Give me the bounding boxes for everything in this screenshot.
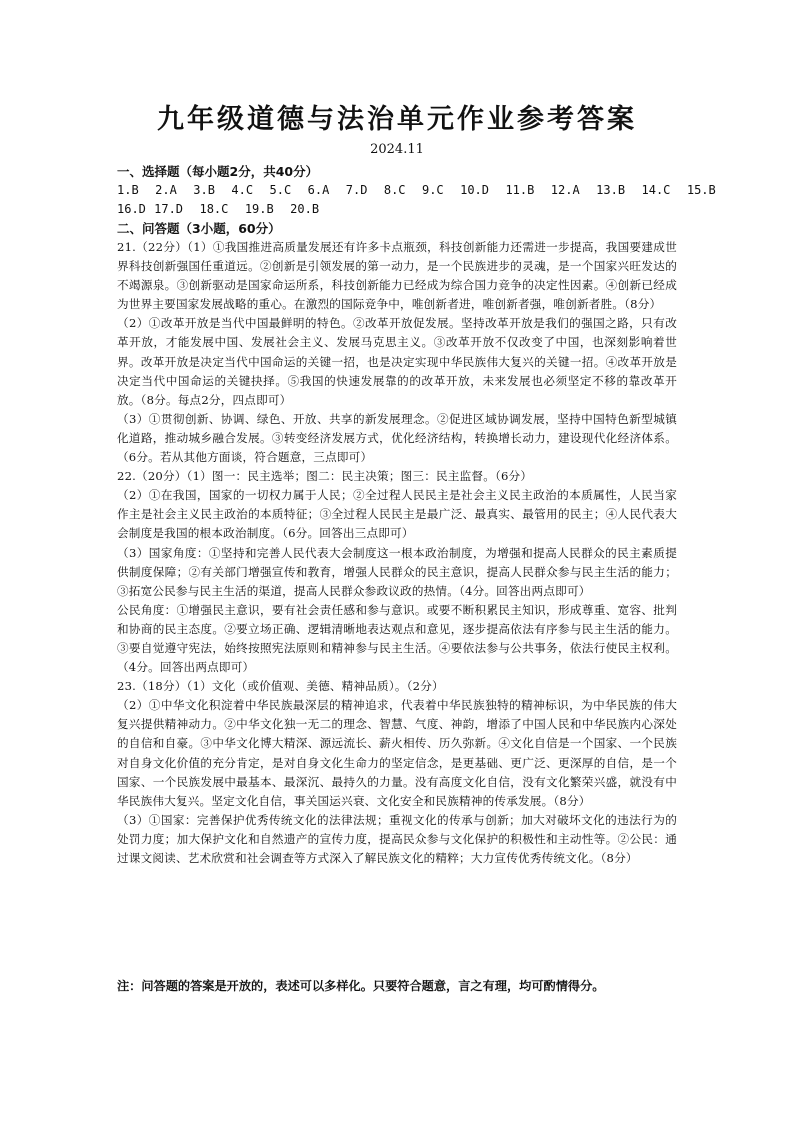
- answer-paragraph: 22.（20分）（1）图一：民主选举；图二：民主决策；图三：民主监督。（6分）: [117, 469, 533, 484]
- answer-paragraph: （3）国家角度：①坚持和完善人民代表大会制度这一根本政治制度，为增强和提高人民群众的民主素质提供制度保障；②有关部门增强宣传和教育，增强人民群众的民主意识，提高人民群众参与民主生活的能力；③拓宽公民参与民主生活的渠道，提高人民群众参政议政的热情。（4分。回答出两点即可）: [117, 545, 677, 598]
- answer-paragraph: （2）①中华文化积淀着中华民族最深层的精神追求，代表着中华民族独特的精神标识，为中华民族的伟大复兴提供精神动力。②中华文化独一无二的理念、智慧、气度、神韵，增添了中国人民和中华民族内心深处的自信和自豪。③中华文化博大精深、源远流长、薪火相传、历久弥新。④文化自信是一个国家、一个民族对自身文化价值的充分肯定，是对自身文化生命力的坚定信念，是更基础、更广泛、更深厚的自信，是一个国家、一个民族发展中最基本、最深沉、最持久的力量。没有高度文化自信，没有文化繁荣兴盛，就没有中华民族伟大复兴。坚定文化自信，事关国运兴衰、文化安全和民族精神的传承发展。（8分）: [117, 698, 677, 808]
- answer-paragraph: 21.（22分）（1）①我国推进高质量发展还有许多卡点瓶颈，科技创新能力还需进一步提高，我国要建成世界科技创新强国任重道远。②创新是引领发展的第一动力，是一个民族进步的灵魂，是一个国家兴旺发达的不竭源泉。③创新驱动是国家命运所系，科技创新能力已经成为综合国力竞争的决定性因素。④创新已经成为世界主要国家发展战略的重心。在激烈的国际竞争中，唯创新者进，唯创新者强，唯创新者胜。（8分）: [117, 240, 677, 312]
- answer-document: [117, 100, 716, 868]
- answer-paragraph: （3）①国家：完善保护优秀传统文化的法律法规；重视文化的传承与创新；加大对破坏文化的违法行为的处罚力度；加大保护文化和自然遗产的宣传力度，提高民众参与文化保护的积极性和主动性等。②公民：通过课文阅读、艺术欣赏和社会调查等方式深入了解民族文化的精粹；大力宣传优秀传统文化。（8分）: [117, 812, 677, 865]
- section-heading-choice: 一、选择题（每小题2分，共40分）: [117, 164, 319, 179]
- answer-paragraph: （3）①贯彻创新、协调、绿色、开放、共享的新发展理念。②促进区域协调发展，坚持中国特色新型城镇化道路，推动城乡融合发展。③转变经济发展方式，优化经济结构，转换增长动力，建设现代化经济体系。（6分。若从其他方面谈，符合题意，三点即可）: [117, 411, 677, 465]
- choice-answers-line-1: 1.B 2.A 3.B 4.C 5.C 6.A 7.D 8.C 9.C 10.D 11.B 12.A 13.B 14.C 15.B: [117, 183, 716, 197]
- section-heading-essay: 二、问答题（3小题，60分）: [117, 221, 281, 236]
- answer-paragraph: 23.（18分）（1）文化（或价值观、美德、精神品质）。（2分）: [117, 679, 444, 694]
- answer-paragraph: （2）①改革开放是当代中国最鲜明的特色。②改革开放促发展。坚持改革开放是我们的强国之路，只有改革开放，才能发展中国、发展社会主义、发展马克思主义。③改革开放不仅改变了中国，也深刻影响着世界。改革开放是决定当代中国命运的关键一招，也是决定实现中华民族伟大复兴的关键一招。④改革开放是决定当代中国命运的关键抉择。⑤我国的快速发展靠的的改革开放，未来发展也必须坚定不移的靠改革开放。（8分。每点2分，四点即可）: [117, 316, 677, 407]
- choice-answers-line-2: 16.D 17.D 18.C 19.B 20.B: [117, 202, 320, 216]
- grading-note: 注：问答题的答案是开放的，表述可以多样化。只要符合题意，言之有理，均可酌情得分。: [117, 979, 605, 993]
- answer-paragraph: （2）①在我国，国家的一切权力属于人民；②全过程人民民主是社会主义民主政治的本质属性，人民当家作主是社会主义民主政治的本质特征；③全过程人民民主是最广泛、最真实、最管用的民主；④人民代表大会制度是我国的根本政治制度。（6分。回答出三点即可）: [117, 488, 677, 541]
- document-date: 2024.11: [370, 142, 424, 157]
- document-title: 九年级道德与法治单元作业参考答案: [157, 104, 637, 135]
- answer-paragraph: 公民角度：①增强民主意识，要有社会责任感和参与意识。或要不断积累民主知识，形成尊重、宽容、批判和协商的民主态度。②要立场正确、逻辑清晰地表达观点和意见，逐步提高依法有序参与民主生活的能力。③要自觉遵守宪法，始终按照宪法原则和精神参与民主生活。④要依法参与公共事务，依法行使民主权利。（4分。回答出两点即可）: [117, 602, 677, 675]
